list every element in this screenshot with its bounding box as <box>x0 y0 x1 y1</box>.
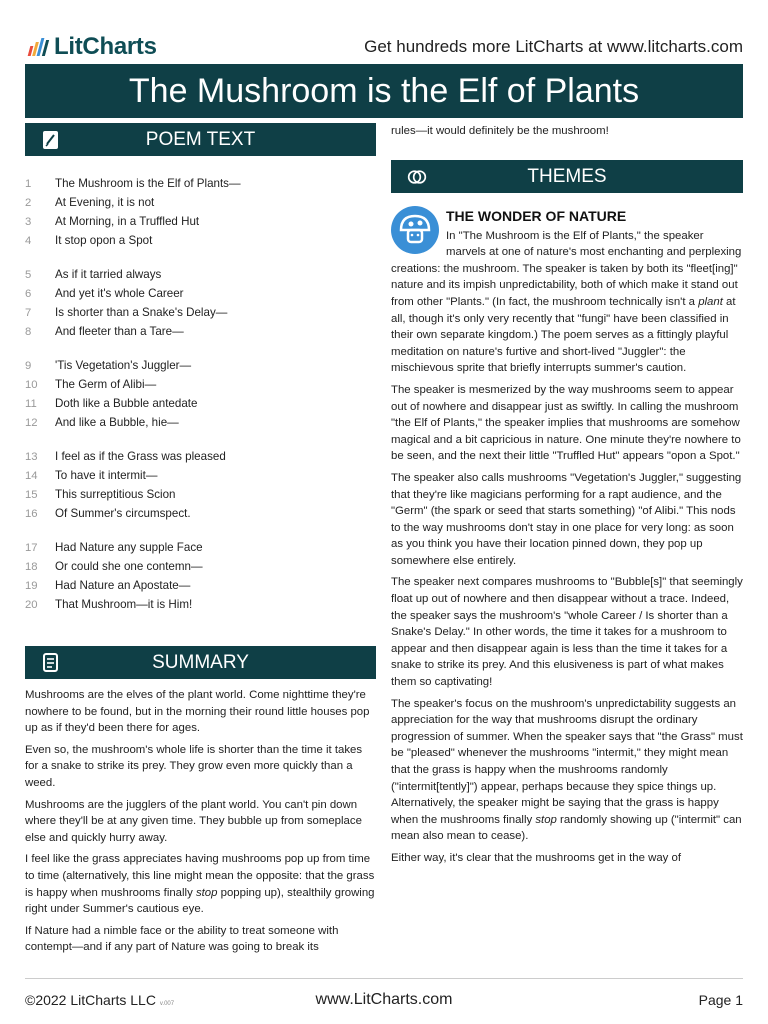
line-number: 11 <box>25 397 37 410</box>
copyright-text: ©2022 LitCharts LLC <box>25 992 156 1008</box>
document-title: The Mushroom is the Elf of Plants <box>25 64 743 118</box>
line-number: 9 <box>25 359 32 372</box>
line-text: The Germ of Alibi— <box>55 378 157 391</box>
line-number: 17 <box>25 541 38 554</box>
summary-paragraph: I feel like the grass appreciates having mushrooms pop up from time to time (alternatively, this line might mean the opposite: that the grass is happy when mushrooms finally stop popping up), stealthily growing right under Summer's cautious eye. <box>25 853 375 916</box>
line-number: 20 <box>25 598 38 611</box>
right-column <box>391 123 743 872</box>
line-text: And like a Bubble, hie— <box>55 416 179 429</box>
mushroom-icon <box>391 206 439 254</box>
line-text: At Evening, it is not <box>55 196 155 209</box>
poem-line <box>25 557 376 576</box>
poem-line <box>25 174 376 193</box>
summary-body <box>25 687 376 956</box>
summary-paragraph: Mushrooms are the elves of the plant world. Come nighttime they're nowhere to be found, but in the morning their round little houses pop up as if they'd been there for ages. <box>25 689 370 735</box>
version-text: v.007 <box>159 1001 175 1007</box>
summary-header <box>25 646 376 679</box>
themes-header <box>391 160 743 193</box>
poem-line <box>25 413 376 432</box>
line-number: 4 <box>25 234 32 247</box>
poem-text-label: POEM TEXT <box>145 129 256 150</box>
poem-line <box>25 485 376 504</box>
poem-line <box>25 284 376 303</box>
theme-title: THE WONDER OF NATURE <box>446 207 627 224</box>
theme-block <box>391 206 743 867</box>
line-number: 14 <box>25 469 38 482</box>
theme-paragraph: In "The Mushroom is the Elf of Plants," the speaker marvels at one of nature's most enchanting and perplexing creations: the mushroom. The speaker is taken by both its "fleet[ing]" nature and its impish unpredictability, both of which make it stand out from other "Plants." (In fact, the mushroom technically isn't a plant at all, though it's only very recently that "fungi" have been classified in their own separate kingdom.) The poem serves as a fittingly playful meditation on nature's furtive and short-lived "Juggler": the mischievous sprite that briefly interrupts summer's caution. <box>391 229 742 375</box>
poem-line <box>25 303 376 322</box>
poem-line <box>25 193 376 212</box>
line-number: 15 <box>25 488 38 501</box>
line-number: 18 <box>25 560 38 573</box>
poem-line <box>25 538 376 557</box>
page-number: Page 1 <box>698 992 743 1008</box>
line-text: It stop opon a Spot <box>55 234 153 247</box>
line-number: 8 <box>25 325 32 338</box>
line-number: 13 <box>25 450 38 463</box>
poem-line <box>25 447 376 466</box>
summary-paragraph: Even so, the mushroom's whole life is shorter than the time it takes for a snake to strike its prey. They grow even more quickly than a weed. <box>25 743 363 789</box>
poem-stanza <box>25 538 376 614</box>
poem-text-header <box>25 123 376 156</box>
top-header <box>26 30 743 64</box>
poem-line <box>25 231 376 250</box>
logo-text: LitCharts <box>54 33 157 60</box>
line-number: 7 <box>25 306 32 319</box>
poem-line <box>25 322 376 341</box>
line-text: I feel as if the Grass was pleased <box>55 450 226 463</box>
line-text: This surreptitious Scion <box>55 488 176 501</box>
poem-line <box>25 504 376 523</box>
theme-paragraph: The speaker is mesmerized by the way mushrooms seem to appear out of nowhere and disappear just as swiftly. In calling the mushroom "the Elf of Plants," the speaker implies that mushrooms are somehow magical and a bit capricious in nature. One minute they're nowhere to be seen, and the next their little "Truffled Hut" appears "opon a Spot." <box>391 383 741 463</box>
line-text: Of Summer's circumspect. <box>55 507 191 520</box>
line-text: At Morning, in a Truffled Hut <box>55 215 200 228</box>
line-text: Doth like a Bubble antedate <box>55 397 198 410</box>
theme-paragraph: The speaker next compares mushrooms to "Bubble[s]" that seemingly float up out of nowhere and then disappear without a trace. Indeed, the speaker says the mushroom's "whole Career / Is shorter than a Snake's Delay." In other words, the time it takes for a mushroom to appear and then disappear again is less than the time it takes for a snake to strike its prey. And this elusiveness is part of what makes them so captivating! <box>391 576 743 689</box>
poem-stanza <box>25 447 376 523</box>
poem-line <box>25 466 376 485</box>
summary-notes-icon <box>41 653 61 673</box>
line-number: 3 <box>25 215 32 228</box>
poem-line <box>25 375 376 394</box>
line-text: And fleeter than a Tare— <box>55 325 184 338</box>
line-number: 2 <box>25 196 32 209</box>
poem-line <box>25 356 376 375</box>
themes-rings-icon <box>407 167 427 187</box>
poem-line <box>25 576 376 595</box>
poem-stanza <box>25 265 376 341</box>
line-text: 'Tis Vegetation's Juggler— <box>55 359 192 372</box>
line-number: 10 <box>25 378 38 391</box>
theme-paragraph: The speaker's focus on the mushroom's unpredictability suggests an appreciation for the way that mushrooms disrupt the ordinary progression of summer. When the speaker says that "the Grass" must be "pleased" whenever the mushrooms "intermit," they might mean that the grass is happy when the mushrooms randomly ("intermit[tently]") appear, perhaps because they spice things up. Alternatively, the speaker might be saying that the grass is happy when the mushrooms finally stop randomly showing up ("intermit" can mean also mean to cease). <box>391 697 743 843</box>
line-text: That Mushroom—it is Him! <box>55 598 193 611</box>
line-text: To have it intermit— <box>55 469 158 482</box>
logo-bars-icon <box>29 38 49 56</box>
footer-site-link[interactable]: www.LitCharts.com <box>315 991 453 1008</box>
poem-line <box>25 595 376 614</box>
line-number: 16 <box>25 507 38 520</box>
line-number: 1 <box>25 177 32 190</box>
summary-paragraph: If Nature had a nimble face or the ability to treat someone with contempt—and if any part of Nature was going to break its <box>25 924 339 954</box>
poem-line <box>25 212 376 231</box>
poem-stanza <box>25 174 376 250</box>
poem-stanza <box>25 356 376 432</box>
line-text: The Mushroom is the Elf of Plants— <box>55 177 241 190</box>
theme-body <box>391 228 743 867</box>
litcharts-logo[interactable] <box>29 33 157 61</box>
footer-divider <box>25 978 743 979</box>
left-column <box>25 123 376 961</box>
theme-paragraph: The speaker also calls mushrooms "Vegetation's Juggler," suggesting that they're like magicians performing for a rapt audience, and the "Germ" (the spark or seed that starts something) "of Alibi." This nods to the way mushrooms don't stay in one place for very long: as soon as you think you have their location pinned down, they pop up somewhere else entirely. <box>391 471 742 567</box>
poem-page-icon <box>41 130 61 150</box>
summary-label: SUMMARY <box>152 652 249 673</box>
line-text: And yet it's whole Career <box>55 287 184 300</box>
line-number: 12 <box>25 416 38 429</box>
poem-line <box>25 265 376 284</box>
line-text: Or could she one contemn— <box>55 560 203 573</box>
poem-line <box>25 394 376 413</box>
line-text: Had Nature an Apostate— <box>55 579 191 592</box>
summary-continuation: rules—it would definitely be the mushroom! <box>391 125 609 137</box>
line-text: As if it tarried always <box>55 268 162 281</box>
line-text: Had Nature any supple Face <box>55 541 203 554</box>
line-number: 5 <box>25 268 32 281</box>
promo-text[interactable]: Get hundreds more LitCharts at www.litcharts.com <box>364 37 743 56</box>
line-text: Is shorter than a Snake's Delay— <box>55 306 228 319</box>
line-number: 19 <box>25 579 38 592</box>
line-number: 6 <box>25 287 32 300</box>
themes-label: THEMES <box>527 165 607 187</box>
theme-paragraph: Either way, it's clear that the mushrooms get in the way of <box>391 851 682 864</box>
summary-paragraph: Mushrooms are the jugglers of the plant world. You can't pin down where they'll be at any given time. They bubble up from someplace else and quickly hurry away. <box>25 798 362 844</box>
poem-lines <box>25 174 376 614</box>
